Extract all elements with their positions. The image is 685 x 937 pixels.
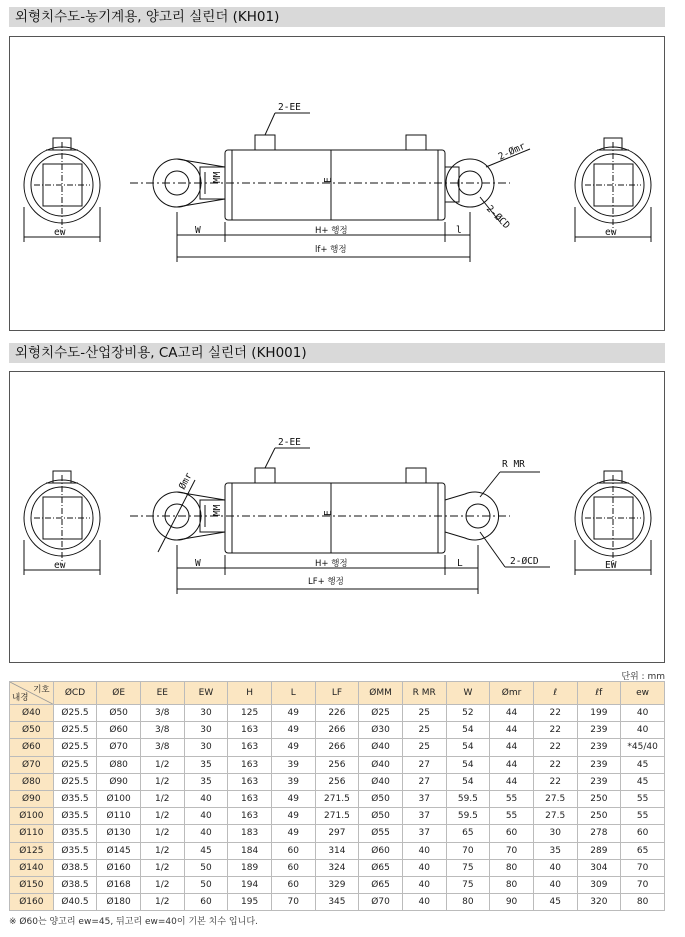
table-cell: 25 [402, 722, 446, 739]
table-cell: 239 [577, 773, 621, 790]
section2-title: 외형치수도-산업장비용, CA고리 실린더 (KH001) [9, 343, 665, 363]
table-cell: Ø160 [97, 859, 141, 876]
table-cell: 163 [228, 756, 272, 773]
table-cell: 163 [228, 808, 272, 825]
table-cell: *45/40 [621, 739, 665, 756]
table-cell: Ø50 [97, 705, 141, 722]
table-cell: 30 [184, 722, 228, 739]
table-cell: 44 [490, 756, 534, 773]
table-cell: Ø40.5 [53, 894, 97, 911]
drawing2-lf-label: LF+ 행정 [308, 577, 344, 587]
table-cell: 345 [315, 894, 359, 911]
column-header: R MR [402, 682, 446, 705]
table-cell: 60 [490, 825, 534, 842]
table-cell: 297 [315, 825, 359, 842]
table-cell: 49 [271, 825, 315, 842]
drawing2-mr-label: Ømr [176, 471, 195, 492]
table-cell: Ø25.5 [53, 756, 97, 773]
table-cell: 70 [271, 894, 315, 911]
table-cell: 60 [271, 859, 315, 876]
table-cell: Ø25 [359, 705, 403, 722]
table-cell: Ø25.5 [53, 773, 97, 790]
table-cell: 27 [402, 773, 446, 790]
drawing2-mm-label: MM [212, 504, 223, 516]
spec-table-body [10, 705, 665, 911]
table-row [10, 705, 665, 722]
table-cell: 250 [577, 808, 621, 825]
table-cell: 184 [228, 842, 272, 859]
table-cell: 1/2 [140, 825, 184, 842]
row-header-cell: Ø125 [10, 842, 54, 859]
table-cell: 54 [446, 722, 490, 739]
table-cell: Ø55 [359, 825, 403, 842]
column-header: ℓ [533, 682, 577, 705]
table-row [10, 876, 665, 893]
table-cell: 39 [271, 756, 315, 773]
table-cell: 70 [621, 876, 665, 893]
column-header: ew [621, 682, 665, 705]
table-cell: 35 [184, 756, 228, 773]
table-row [10, 808, 665, 825]
table-cell: Ø40 [359, 739, 403, 756]
table-cell: 70 [621, 859, 665, 876]
table-cell: Ø100 [97, 790, 141, 807]
table-cell: 40 [184, 790, 228, 807]
table-cell: 80 [490, 876, 534, 893]
drawing1-w-label: W [195, 225, 201, 236]
drawing1-ew-right-label: ew [605, 227, 617, 238]
table-cell: 55 [621, 790, 665, 807]
table-cell: 37 [402, 790, 446, 807]
table-cell: 256 [315, 756, 359, 773]
table-cell: 44 [490, 739, 534, 756]
table-cell: 35 [533, 842, 577, 859]
column-header: ℓf [577, 682, 621, 705]
column-header: H [228, 682, 272, 705]
table-cell: 30 [533, 825, 577, 842]
drawing2-cd-label: 2-ØCD [510, 556, 539, 567]
table-cell: 22 [533, 722, 577, 739]
drawing1-e-label: E [323, 177, 334, 183]
table-cell: Ø25.5 [53, 739, 97, 756]
table-cell: Ø35.5 [53, 842, 97, 859]
table-cell: 30 [184, 739, 228, 756]
table-cell: 3/8 [140, 705, 184, 722]
table-cell: 45 [184, 842, 228, 859]
drawing1-frame [9, 36, 665, 331]
drawing2-stroke-label: H+ 행정 [315, 559, 348, 569]
row-header-cell: Ø80 [10, 773, 54, 790]
table-cell: 25 [402, 705, 446, 722]
table-cell: 59.5 [446, 790, 490, 807]
table-cell: Ø38.5 [53, 859, 97, 876]
drawing2-l-label: L [457, 558, 463, 569]
table-cell: 59.5 [446, 808, 490, 825]
table-cell: 40 [402, 894, 446, 911]
table-cell: 239 [577, 722, 621, 739]
row-header-cell: Ø40 [10, 705, 54, 722]
table-cell: 3/8 [140, 722, 184, 739]
table-cell: 40 [402, 842, 446, 859]
drawing1-l-label: l [456, 225, 462, 236]
table-cell: Ø30 [359, 722, 403, 739]
table-cell: 271.5 [315, 808, 359, 825]
table-cell: Ø130 [97, 825, 141, 842]
table-cell: Ø35.5 [53, 808, 97, 825]
table-cell: 49 [271, 739, 315, 756]
drawing1-svg [10, 37, 666, 332]
table-row [10, 842, 665, 859]
table-cell: 183 [228, 825, 272, 842]
drawing2-ew-left-label: ew [54, 560, 66, 571]
table-cell: Ø50 [359, 808, 403, 825]
drawing1-ew-left-label: ew [54, 227, 66, 238]
table-cell: 40 [533, 876, 577, 893]
row-header-cell: Ø110 [10, 825, 54, 842]
table-cell: 80 [490, 859, 534, 876]
table-cell: 1/2 [140, 894, 184, 911]
table-cell: Ø70 [97, 739, 141, 756]
table-cell: Ø25.5 [53, 705, 97, 722]
table-cell: 1/2 [140, 808, 184, 825]
drawing2-w-label: W [195, 558, 201, 569]
table-cell: 278 [577, 825, 621, 842]
table-cell: 125 [228, 705, 272, 722]
table-cell: 70 [490, 842, 534, 859]
table-cell: 40 [621, 705, 665, 722]
table-cell: Ø35.5 [53, 790, 97, 807]
table-cell: 163 [228, 773, 272, 790]
table-cell: 50 [184, 876, 228, 893]
table-cell: 37 [402, 825, 446, 842]
drawing1-mm-label: MM [212, 171, 223, 183]
table-cell: 27 [402, 756, 446, 773]
table-row [10, 756, 665, 773]
table-cell: 55 [621, 808, 665, 825]
table-cell: Ø65 [359, 859, 403, 876]
table-cell: 194 [228, 876, 272, 893]
table-cell: 304 [577, 859, 621, 876]
table-cell: Ø90 [97, 773, 141, 790]
table-row [10, 894, 665, 911]
table-cell: 55 [490, 808, 534, 825]
table-cell: Ø38.5 [53, 876, 97, 893]
table-cell: 195 [228, 894, 272, 911]
row-header-cell: Ø60 [10, 739, 54, 756]
table-cell: 1/2 [140, 842, 184, 859]
table-cell: 44 [490, 705, 534, 722]
table-cell: 250 [577, 790, 621, 807]
column-header: LF [315, 682, 359, 705]
table-cell: 239 [577, 756, 621, 773]
table-cell: 25 [402, 739, 446, 756]
table-cell: 1/2 [140, 876, 184, 893]
table-cell: Ø35.5 [53, 825, 97, 842]
table-cell: 60 [271, 842, 315, 859]
drawing1-lf-label: lf+ 행정 [315, 245, 347, 255]
column-header: W [446, 682, 490, 705]
table-cell: 1/2 [140, 859, 184, 876]
table-cell: 60 [271, 876, 315, 893]
drawing2-e-label: E [323, 510, 334, 516]
table-cell: 266 [315, 722, 359, 739]
row-header-cell: Ø100 [10, 808, 54, 825]
table-cell: 37 [402, 808, 446, 825]
row-header-cell: Ø160 [10, 894, 54, 911]
table-cell: 163 [228, 722, 272, 739]
table-cell: 44 [490, 722, 534, 739]
table-cell: Ø40 [359, 773, 403, 790]
table-row [10, 859, 665, 876]
column-header: EE [140, 682, 184, 705]
table-cell: 45 [533, 894, 577, 911]
table-cell: 45 [621, 773, 665, 790]
table-cell: 80 [446, 894, 490, 911]
row-header-cell: Ø70 [10, 756, 54, 773]
drawing2-rmr-label: R MR [502, 459, 525, 470]
table-cell: 199 [577, 705, 621, 722]
table-cell: 45 [621, 756, 665, 773]
row-header-cell: Ø140 [10, 859, 54, 876]
table-cell: Ø168 [97, 876, 141, 893]
table-cell: 75 [446, 859, 490, 876]
table-row [10, 773, 665, 790]
table-cell: 163 [228, 790, 272, 807]
drawing1-mr-label: 2-Ømr [496, 140, 528, 163]
table-cell: 65 [621, 842, 665, 859]
table-cell: 40 [184, 808, 228, 825]
table-cell: Ø110 [97, 808, 141, 825]
column-header: ØCD [53, 682, 97, 705]
section1-title: 외형치수도-농기계용, 양고리 실린더 (KH01) [9, 7, 665, 27]
table-cell: Ø25.5 [53, 722, 97, 739]
table-cell: 22 [533, 705, 577, 722]
table-cell: 54 [446, 739, 490, 756]
table-cell: Ø40 [359, 756, 403, 773]
column-header: ØMM [359, 682, 403, 705]
table-cell: Ø180 [97, 894, 141, 911]
corner-bottom-label: 내경 [12, 693, 29, 703]
table-row [10, 739, 665, 756]
table-cell: 226 [315, 705, 359, 722]
table-cell: 35 [184, 773, 228, 790]
table-cell: 1/2 [140, 790, 184, 807]
table-cell: 75 [446, 876, 490, 893]
table-cell: 271.5 [315, 790, 359, 807]
spec-table-header-row [10, 682, 665, 705]
table-row [10, 825, 665, 842]
table-cell: 65 [446, 825, 490, 842]
table-cell: 49 [271, 705, 315, 722]
table-cell: 40 [621, 722, 665, 739]
corner-cell [10, 682, 54, 705]
table-cell: 256 [315, 773, 359, 790]
column-header: Ømr [490, 682, 534, 705]
table-cell: 40 [184, 825, 228, 842]
unit-label: 단위 : mm [621, 672, 665, 682]
corner-top-label: 기호 [33, 685, 50, 695]
table-cell: 70 [446, 842, 490, 859]
table-cell: 22 [533, 756, 577, 773]
table-cell: 90 [490, 894, 534, 911]
table-row [10, 722, 665, 739]
table-cell: 39 [271, 773, 315, 790]
table-row [10, 790, 665, 807]
table-cell: 1/2 [140, 773, 184, 790]
drawing2-ew-right-label: EW [605, 560, 617, 571]
table-cell: 44 [490, 773, 534, 790]
drawing1-cd-label: 2-ØCD [483, 203, 512, 232]
table-cell: Ø70 [359, 894, 403, 911]
table-cell: 40 [533, 859, 577, 876]
table-cell: 314 [315, 842, 359, 859]
table-cell: 324 [315, 859, 359, 876]
table-cell: 60 [621, 825, 665, 842]
table-cell: 54 [446, 756, 490, 773]
drawing2-frame [9, 371, 665, 663]
table-cell: 49 [271, 808, 315, 825]
table-cell: Ø60 [359, 842, 403, 859]
table-cell: 40 [402, 859, 446, 876]
table-cell: 54 [446, 773, 490, 790]
table-cell: 52 [446, 705, 490, 722]
column-header: L [271, 682, 315, 705]
table-cell: Ø80 [97, 756, 141, 773]
row-header-cell: Ø50 [10, 722, 54, 739]
column-header: ØE [97, 682, 141, 705]
table-cell: 27.5 [533, 790, 577, 807]
table-cell: 1/2 [140, 756, 184, 773]
table-cell: Ø65 [359, 876, 403, 893]
drawing1-ee-label: 2-EE [278, 102, 301, 113]
column-header: EW [184, 682, 228, 705]
table-cell: 27.5 [533, 808, 577, 825]
table-cell: 266 [315, 739, 359, 756]
table-cell: 49 [271, 790, 315, 807]
table-cell: Ø145 [97, 842, 141, 859]
table-cell: 22 [533, 773, 577, 790]
table-cell: 40 [402, 876, 446, 893]
table-cell: 50 [184, 859, 228, 876]
table-cell: 80 [621, 894, 665, 911]
table-cell: 189 [228, 859, 272, 876]
drawing1-stroke-label: H+ 행정 [315, 226, 348, 236]
table-cell: 22 [533, 739, 577, 756]
table-cell: 289 [577, 842, 621, 859]
table-cell: 49 [271, 722, 315, 739]
row-header-cell: Ø90 [10, 790, 54, 807]
table-cell: 30 [184, 705, 228, 722]
table-cell: 55 [490, 790, 534, 807]
table-cell: 320 [577, 894, 621, 911]
table-cell: Ø60 [97, 722, 141, 739]
table-cell: 309 [577, 876, 621, 893]
drawing2-ee-label: 2-EE [278, 437, 301, 448]
table-cell: 3/8 [140, 739, 184, 756]
footnote: ※ Ø60는 양고리 ew=45, 뒤고리 ew=40이 기본 치수 입니다. [9, 917, 258, 927]
table-cell: Ø50 [359, 790, 403, 807]
table-cell: 163 [228, 739, 272, 756]
drawing2-svg [10, 372, 666, 664]
table-cell: 60 [184, 894, 228, 911]
row-header-cell: Ø150 [10, 876, 54, 893]
table-cell: 329 [315, 876, 359, 893]
table-cell: 239 [577, 739, 621, 756]
spec-table [9, 681, 665, 911]
